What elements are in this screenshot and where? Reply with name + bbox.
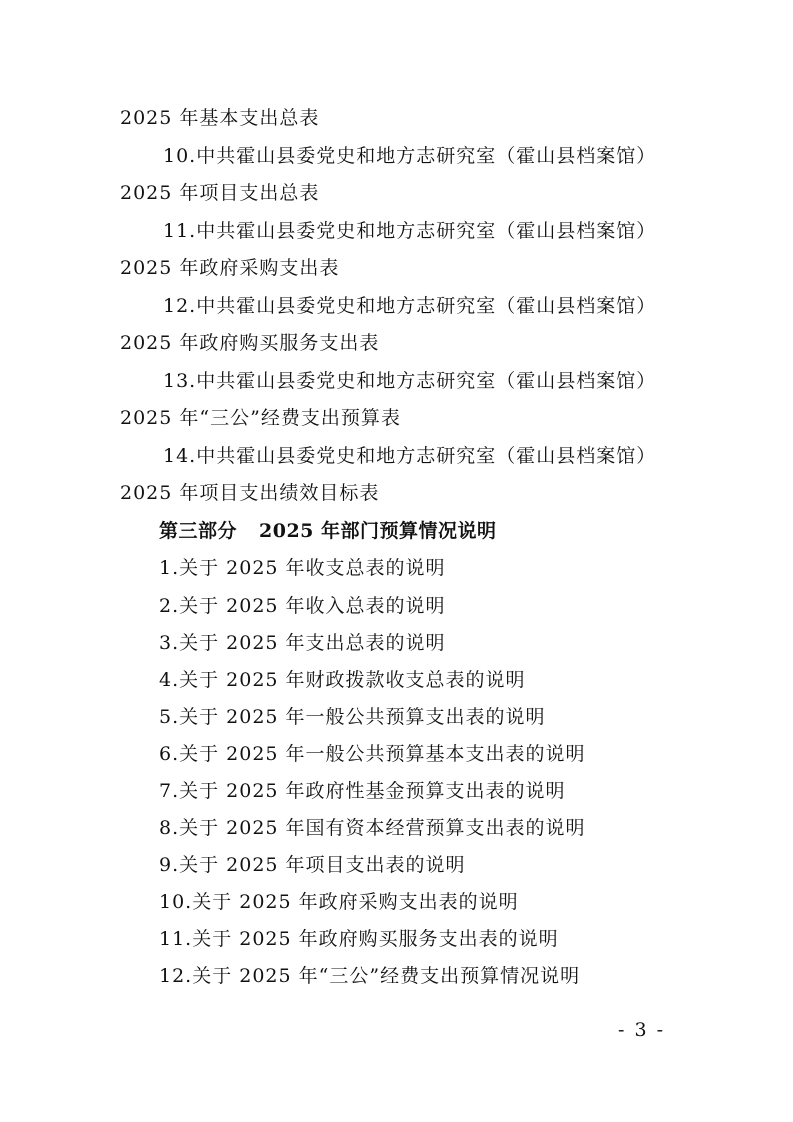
toc-item: 10.关于 2025 年政府采购支出表的说明	[159, 891, 519, 913]
toc-line-continuation: 2025 年“三公”经费支出预算表	[120, 407, 401, 429]
section-label: 第三部分	[159, 520, 238, 542]
section-title: 2025 年部门预算情况说明	[259, 520, 497, 542]
toc-line-continuation: 2025 年项目支出总表	[120, 182, 320, 204]
toc-item: 5.关于 2025 年一般公共预算支出表的说明	[159, 706, 546, 728]
toc-line-entry: 11.中共霍山县委党史和地方志研究室（霍山县档案馆）	[163, 220, 657, 242]
toc-item: 3.关于 2025 年支出总表的说明	[159, 632, 446, 654]
toc-item: 9.关于 2025 年项目支出表的说明	[159, 854, 466, 876]
toc-item: 7.关于 2025 年政府性基金预算支出表的说明	[159, 780, 566, 802]
toc-line-entry: 12.中共霍山县委党史和地方志研究室（霍山县档案馆）	[163, 295, 657, 317]
page-number: - 3 -	[618, 1019, 666, 1041]
toc-line-entry: 14.中共霍山县委党史和地方志研究室（霍山县档案馆）	[163, 445, 657, 467]
toc-line-continuation: 2025 年项目支出绩效目标表	[120, 482, 380, 504]
toc-item: 6.关于 2025 年一般公共预算基本支出表的说明	[159, 743, 586, 765]
toc-item: 2.关于 2025 年收入总表的说明	[159, 595, 446, 617]
toc-item: 11.关于 2025 年政府购买服务支出表的说明	[159, 928, 559, 950]
toc-line-continuation: 2025 年基本支出总表	[120, 107, 320, 129]
toc-item: 1.关于 2025 年收支总表的说明	[159, 557, 446, 579]
toc-line-entry: 13.中共霍山县委党史和地方志研究室（霍山县档案馆）	[163, 370, 657, 392]
toc-line-entry: 10.中共霍山县委党史和地方志研究室（霍山县档案馆）	[163, 145, 657, 167]
toc-item: 8.关于 2025 年国有资本经营预算支出表的说明	[159, 817, 586, 839]
toc-item: 12.关于 2025 年“三公”经费支出预算情况说明	[159, 965, 581, 987]
section-heading	[159, 519, 497, 543]
toc-line-continuation: 2025 年政府购买服务支出表	[120, 332, 380, 354]
toc-line-continuation: 2025 年政府采购支出表	[120, 257, 340, 279]
toc-item: 4.关于 2025 年财政拨款收支总表的说明	[159, 669, 526, 691]
